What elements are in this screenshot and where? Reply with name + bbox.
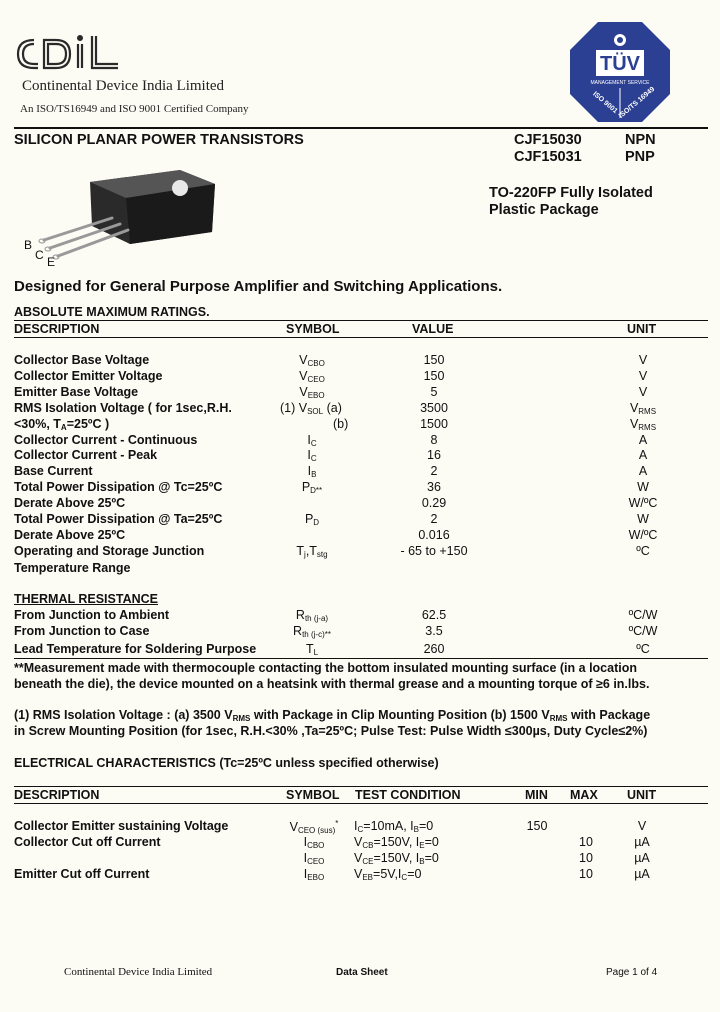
row-symbol: $V_{CEO (sus)}^*$	[289, 819, 339, 836]
row-description: Total Power Dissipation @ Ta=25ºC	[14, 512, 223, 526]
pin-label-b: B	[24, 238, 33, 252]
elec-col-max: MAX	[570, 788, 598, 802]
abs-max-title: ABSOLUTE MAXIMUM RATINGS.	[14, 305, 210, 319]
electrical-top-rule	[14, 786, 708, 787]
row-description: <30%, $T_A=25ºC$ )	[14, 417, 110, 432]
row-description: Collector Emitter Voltage	[14, 369, 163, 383]
row-value: 1500	[420, 417, 448, 431]
row-description: Temperature Range	[14, 561, 131, 575]
row-unit: ºC	[636, 544, 650, 558]
certification-line: An ISO/TS16949 and ISO 9001 Certified Company	[20, 103, 249, 115]
row-value: 62.5	[421, 608, 447, 622]
row-unit: W/ºC	[628, 496, 658, 510]
row-description: Emitter Base Voltage	[14, 385, 139, 399]
thermal-title: THERMAL RESISTANCE	[14, 592, 158, 606]
table-row	[0, 642, 720, 658]
footer-company: Continental Device India Limited	[64, 966, 213, 978]
part-type-1: NPN	[625, 132, 656, 148]
row-value: 0.016	[418, 528, 450, 542]
elec-col-unit: UNIT	[627, 788, 657, 802]
rms-note-line-1: (1) RMS Isolation Voltage : (a) 3500 $V_{RMS}$ with Package in Clip Mounting Position (b) 1500 $V_{RMS}$ with Package	[14, 708, 651, 723]
tuv-isots-text: ISO/TS 16949	[617, 85, 657, 120]
measurement-note-line-1: **Measurement made with thermocouple contacting the bottom insulated mounting surface (in a location	[14, 661, 637, 675]
row-value: 0.29	[421, 496, 447, 510]
row-symbol: $I_C$	[307, 448, 317, 463]
row-description: Lead Temperature for Soldering Purpose	[14, 642, 257, 656]
row-symbol: (b)	[333, 417, 349, 431]
elec-col-min: MIN	[525, 788, 548, 802]
row-description: RMS Isolation Voltage ( for 1sec,R.H.	[14, 401, 232, 415]
row-unit: A	[638, 464, 648, 478]
abs-col-value: VALUE	[412, 322, 454, 336]
row-min: 150	[526, 819, 548, 833]
footer-center: Data Sheet	[336, 967, 388, 978]
row-unit: $V_{RMS}$	[629, 417, 657, 432]
row-description: Collector Current - Continuous	[14, 433, 198, 447]
row-description: From Junction to Ambient	[14, 608, 170, 622]
row-unit: µA	[634, 835, 650, 849]
pin-label-e: E	[47, 255, 56, 269]
table-row	[0, 544, 720, 560]
row-symbol: $I_{CBO}$	[303, 835, 325, 850]
measurement-note-line-2: beneath the die), the device mounted on a heatsink with thermal grease and a mounting torque of ≥6 in.lbs.	[14, 677, 650, 691]
page-title: SILICON PLANAR POWER TRANSISTORS	[14, 132, 304, 148]
package-line-2: Plastic Package	[489, 202, 599, 218]
row-description: Operating and Storage Junction	[14, 544, 205, 558]
elec-col-condition: TEST CONDITION	[355, 788, 461, 802]
row-symbol: $T_j,T_{stg}$	[296, 544, 328, 559]
row-symbol: $R_{th (j-c)**}$	[293, 624, 331, 639]
row-value: 3500	[420, 401, 448, 415]
table-row	[0, 448, 720, 464]
row-symbol: $V_{CBO}$	[299, 353, 325, 368]
row-symbol: $I_C$	[307, 433, 317, 448]
row-unit: V	[638, 385, 648, 399]
table-row	[0, 353, 720, 369]
designed-for-heading: Designed for General Purpose Amplifier and Switching Applications.	[14, 278, 503, 295]
company-logo	[14, 30, 126, 74]
pin-label-c: C	[35, 248, 44, 262]
row-unit: $V_{RMS}$	[629, 401, 657, 416]
elec-col-description: DESCRIPTION	[14, 788, 100, 802]
row-unit: µA	[634, 851, 650, 865]
row-description: Derate Above 25ºC	[14, 528, 126, 542]
abs-col-unit: UNIT	[627, 322, 657, 336]
table-row	[0, 835, 720, 851]
row-value: 150	[423, 369, 445, 383]
table-row	[0, 867, 720, 883]
abs-col-symbol: SYMBOL	[286, 322, 340, 336]
row-condition: $V_{CE}=150V$, $I_B=0$	[354, 851, 439, 866]
row-unit: V	[637, 819, 647, 833]
row-unit: µA	[634, 867, 650, 881]
row-symbol: $R_{th (j-a)}$	[295, 608, 329, 623]
tuv-sub-text: MANAGEMENT SERVICE	[590, 80, 650, 86]
table-row	[0, 528, 720, 544]
row-unit: A	[638, 448, 648, 462]
table-row	[0, 819, 720, 835]
rms-note-line-2: in Screw Mounting Position (for 1sec, R.H.<30% ,Ta=25ºC; Pulse Test: Pulse Width ≤300µs, Duty Cycle≤2%)	[14, 724, 648, 738]
transistor-package-image	[20, 160, 220, 270]
part-type-2: PNP	[625, 149, 655, 165]
electrical-header-rule	[14, 803, 708, 804]
row-symbol: $V_{EBO}$	[299, 385, 325, 400]
row-symbol: $V_{CEO}$	[299, 369, 325, 384]
row-symbol: $I_{CEO}$	[303, 851, 325, 866]
row-description: Collector Current - Peak	[14, 448, 158, 462]
row-value: 8	[430, 433, 438, 447]
table-row	[0, 369, 720, 385]
table-row	[0, 385, 720, 401]
row-unit: W	[637, 512, 649, 526]
row-description: Derate Above 25ºC	[14, 496, 126, 510]
table-row	[0, 464, 720, 480]
row-max: 10	[579, 835, 593, 849]
row-value: 2	[430, 464, 438, 478]
row-max: 10	[579, 851, 593, 865]
row-description: Collector Base Voltage	[14, 353, 150, 367]
row-symbol: (1) $V_{SOL}$ (a)	[280, 401, 342, 416]
table-row	[0, 608, 720, 624]
elec-col-symbol: SYMBOL	[286, 788, 340, 802]
row-condition: $V_{CB}=150V$, $I_E=0$	[354, 835, 439, 850]
table-row	[0, 433, 720, 449]
row-value: - 65 to +150	[400, 544, 468, 558]
part-number-2: CJF15031	[514, 149, 582, 165]
table-row	[0, 561, 720, 577]
abs-max-top-rule	[14, 320, 708, 321]
thermal-bottom-rule	[14, 658, 708, 659]
row-value: 150	[423, 353, 445, 367]
table-row	[0, 480, 720, 496]
header-divider	[14, 127, 708, 129]
row-max: 10	[579, 867, 593, 881]
row-unit: A	[638, 433, 648, 447]
row-value: 36	[427, 480, 441, 494]
row-value: 3.5	[425, 624, 443, 638]
tuv-certification-badge	[568, 20, 672, 124]
row-unit: W	[637, 480, 649, 494]
company-name: Continental Device India Limited	[22, 78, 225, 94]
row-description: Emitter Cut off Current	[14, 867, 150, 881]
row-condition: $V_{EB}=5V,I_C=0$	[354, 867, 422, 882]
row-value: 5	[430, 385, 438, 399]
row-condition: $I_C=10mA$, $I_B=0$	[354, 819, 434, 834]
row-description: Base Current	[14, 464, 93, 478]
table-row	[0, 624, 720, 640]
row-unit: ºC/W	[628, 608, 658, 622]
table-row	[0, 512, 720, 528]
row-description: Collector Cut off Current	[14, 835, 161, 849]
row-description: Collector Emitter sustaining Voltage	[14, 819, 229, 833]
row-symbol: $P_{D**}$	[301, 480, 323, 495]
row-symbol: $P_D$	[304, 512, 320, 527]
row-unit: ºC/W	[628, 624, 658, 638]
tuv-iso9001-text: ISO 9001	[591, 90, 619, 116]
row-unit: W/ºC	[628, 528, 658, 542]
electrical-title: ELECTRICAL CHARACTERISTICS (Tc=25ºC unless specified otherwise)	[14, 756, 439, 770]
table-row	[0, 851, 720, 867]
footer-page: Page 1 of 4	[606, 967, 658, 978]
row-symbol: $T_L$	[305, 642, 319, 657]
row-symbol: $I_{EBO}$	[303, 867, 325, 882]
table-row	[0, 401, 720, 417]
row-unit: V	[638, 353, 648, 367]
package-line-1: TO-220FP Fully Isolated	[489, 185, 653, 201]
row-value: 2	[430, 512, 438, 526]
row-value: 16	[427, 448, 441, 462]
table-row	[0, 417, 720, 433]
row-symbol: $I_B$	[307, 464, 317, 479]
abs-max-header-rule	[14, 337, 708, 338]
row-value: 260	[423, 642, 445, 656]
row-unit: ºC	[636, 642, 650, 656]
tuv-brand-text: TÜV	[600, 53, 640, 75]
abs-col-description: DESCRIPTION	[14, 322, 100, 336]
row-description: From Junction to Case	[14, 624, 150, 638]
row-unit: V	[638, 369, 648, 383]
row-description: Total Power Dissipation @ Tc=25ºC	[14, 480, 223, 494]
table-row	[0, 496, 720, 512]
part-number-1: CJF15030	[514, 132, 582, 148]
